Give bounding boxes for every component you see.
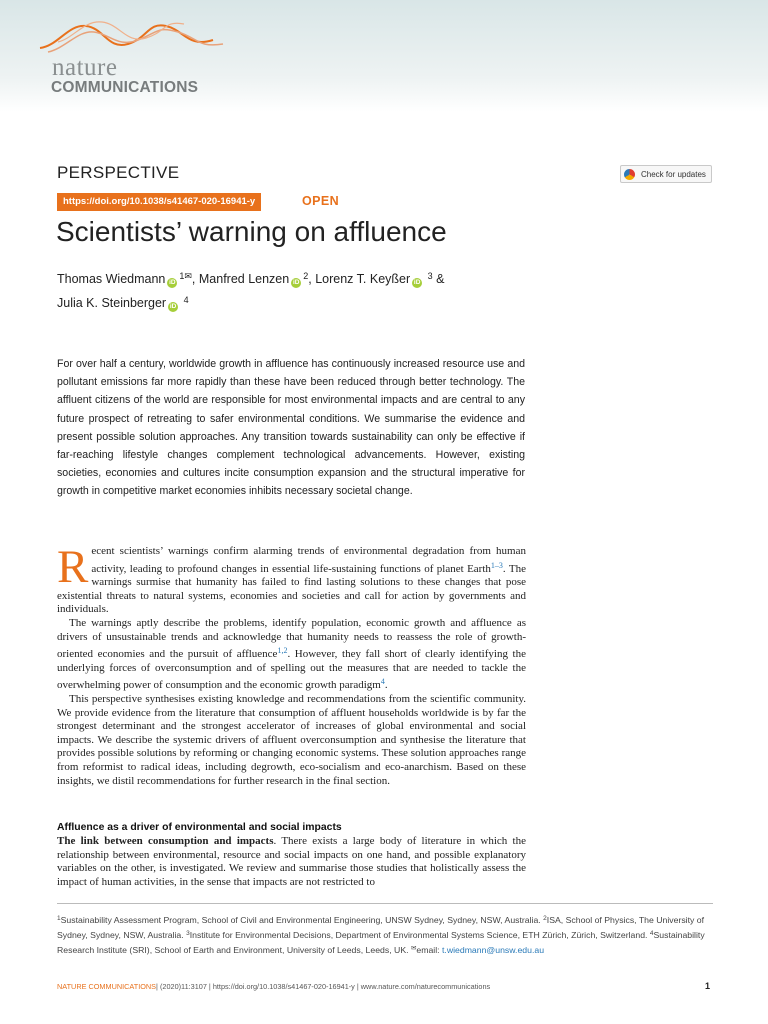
footnote-divider: [57, 903, 713, 904]
author-name[interactable]: Julia K. Steinberger: [57, 296, 167, 310]
affiliations: $^1$Sustainability Assessment Program, School of Civil and Environmental Engineering, UNSW Sydney, Sydney, NSW, Australia. $^2$ISA, School of Physics, The University of Sydney, Sydney, NSW, Australia. $^3$Institute for Environmental Decisions, Department of Environmental Systems Science, ETH Zürich, Zürich, Switzerland. $^4$Sustainability Research Institute (SRI), School of Earth and Environment, University of Leeds, Leeds, UK. ✉email: t.wiedmann@unsw.edu.au: [57, 915, 705, 955]
orcid-icon[interactable]: iD: [169, 303, 177, 310]
journal-logo-nature: nature: [52, 54, 118, 81]
reference-link[interactable]: 1–3: [490, 560, 503, 570]
page-footer: [57, 982, 490, 991]
orcid-icon[interactable]: iD: [413, 279, 421, 286]
section-heading: Affluence as a driver of environmental and social impacts: [57, 822, 342, 833]
footer-citation: | (2020)11:3107 | https://doi.org/10.1038/s41467-020-16941-y | www.nature.com/naturecommunications: [156, 982, 491, 991]
author-affiliation: 3: [427, 271, 433, 281]
reference-link[interactable]: 4: [380, 677, 385, 687]
paragraph: This perspective synthesises existing knowledge and recommendations from the scientific community. We provide evidence from the literature that consumption of affluent households worldwide is by far the strongest determinant and the strongest accelerator of increases of global environmental and social impacts. We describe the systemic drivers of affluent overconsumption and synthesise the literature that provides possible solutions by reforming or changing economic systems. These solution approaches range from reformist to radical ideas, including degrowth, eco-socialism and eco-anarchism. Based on these insights, we distil recommendations for further research in the final section.: [57, 692, 526, 787]
author-name[interactable]: Thomas Wiedmann: [57, 272, 166, 286]
author-affiliation: 2: [303, 271, 309, 281]
nature-wave-logo-icon: [38, 18, 228, 58]
paragraph: The link between consumption and impacts. There exists a large body of literature in which the relationship between environmental, resource and social impacts on one hand, and possible explanatory variables on the other, is investigated. We review and summarise those studies that holistically assess the impact of human activities, in the sense that impacts are not restricted to: [57, 835, 526, 888]
crossmark-icon: [624, 169, 635, 180]
check-updates-button[interactable]: [620, 165, 712, 183]
abstract: For over half a century, worldwide growth in affluence has continuously increased resource use and pollutant emissions far more rapidly than these have been reduced through better technology. The affluent citizens of the world are responsible for most environmental impacts and are central to any future prospect of retreating to safer environmental conditions. We summarise the evidence and present possible solution approaches. Any transition towards sustainability can only be effective if far-reaching lifestyle changes complement technological advancements. However, existing societies, economies and cultures incite consumption expansion and the structural imperative for growth in competitive market economies inhibits necessary societal change.: [57, 358, 525, 498]
subheading: The link between consumption and impacts: [57, 835, 274, 847]
check-updates-label: Check for updates: [641, 169, 706, 179]
journal-logo-communications: COMMUNICATIONS: [51, 79, 199, 96]
author-name[interactable]: Lorenz T. Keyßer: [315, 272, 411, 286]
page-number: 1: [705, 981, 711, 991]
orcid-icon[interactable]: iD: [292, 279, 300, 286]
reference-link[interactable]: 1,2: [277, 646, 288, 656]
author-name[interactable]: Manfred Lenzen: [198, 272, 290, 286]
doi-link[interactable]: https://doi.org/10.1038/s41467-020-16941-y: [57, 193, 261, 211]
article-body: [57, 541, 526, 788]
author-affiliation: 4: [183, 295, 189, 305]
orcid-icon[interactable]: iD: [169, 279, 176, 286]
drop-cap: R: [57, 541, 89, 593]
email-link[interactable]: t.wiedmann@unsw.edu.au: [442, 945, 545, 955]
journal-header: [0, 0, 768, 112]
email-icon: ✉: [410, 945, 417, 952]
article-type: PERSPECTIVE: [57, 163, 180, 182]
paragraph: The warnings aptly describe the problems, identify population, economic growth and affluence as drivers of unsustainable trends and acknowledge that humanity needs to reassess the role of growth-oriented economies and the pursuit of affluence$^{1,2}$. However, they fall short of clearly identifying the underlying forces of overconsumption and of spelling out the measures that are needed to tackle the overwhelming power of consumption and the economic growth paradigm$^4$.: [57, 616, 526, 692]
author-affiliation: 1✉: [179, 271, 192, 281]
paragraph: Recent scientists’ warnings confirm alarming trends of environmental degradation from human activity, leading to profound changes in essential life-sustaining functions of planet Earth$^{1-3}$. The warnings surmise that humanity has failed to find lasting solutions to these changes that pose existential threats to natural systems, economies and societies and call for action by governments and individuals.: [57, 541, 526, 616]
article-title: Scientists’ warning on affluence: [56, 216, 447, 247]
open-access-badge: OPEN: [302, 194, 340, 208]
author-list: Thomas Wiedmann $iD^{1✉}$, Manfred Lenzen $iD^2$, Lorenz T. Keyßer iD $^3$ & Julia K. Steinberger iD $^4$: [57, 271, 445, 310]
footer-journal: NATURE COMMUNICATIONS: [57, 982, 157, 991]
